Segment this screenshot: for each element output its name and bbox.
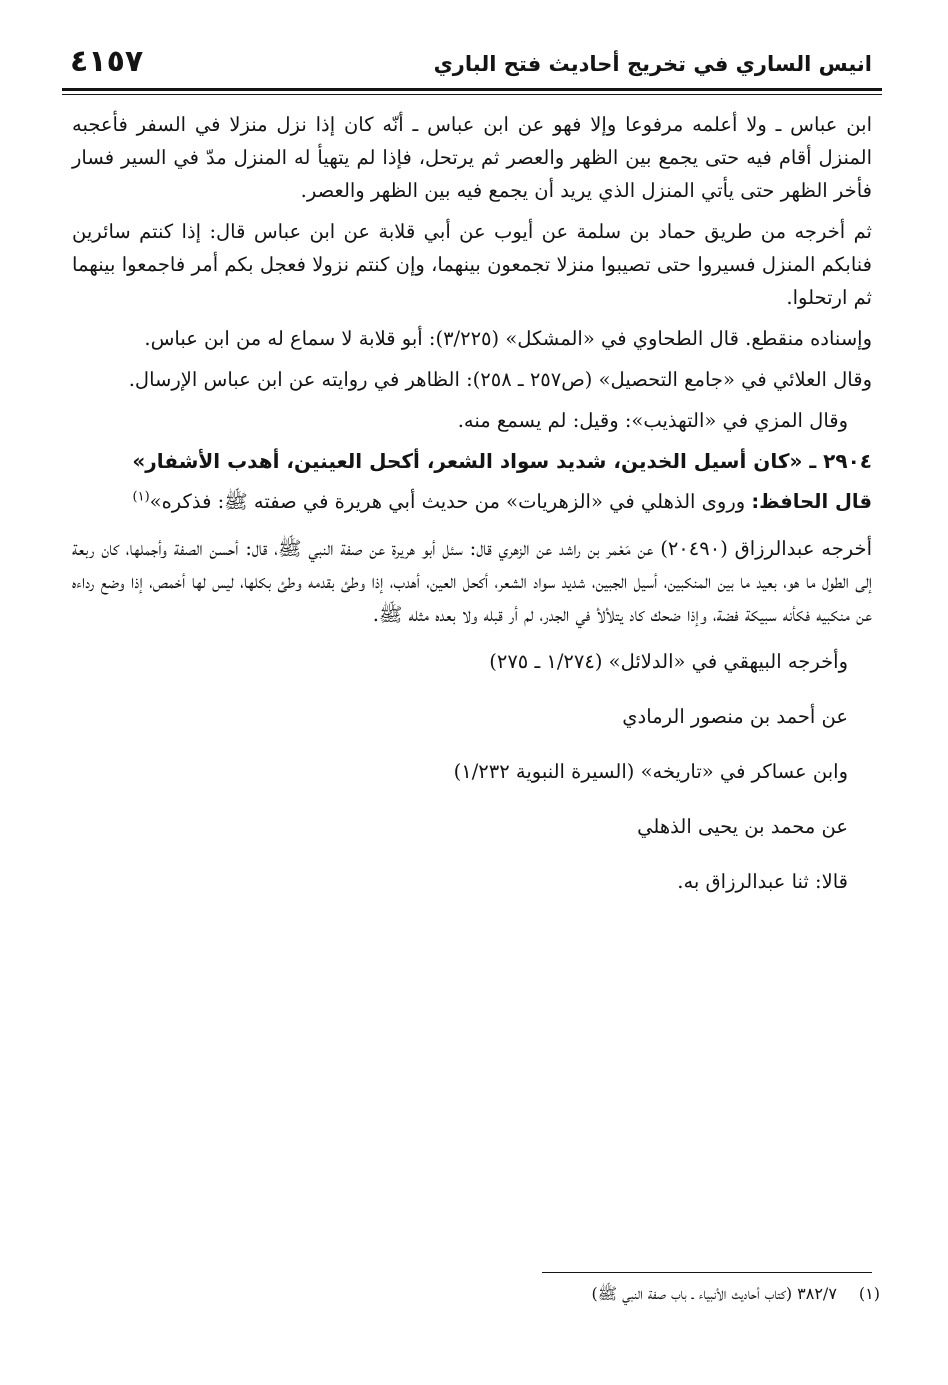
chain-line-1: وأخرجه البيهقي في «الدلائل» (١/٢٧٤ ـ ٢٧٥): [489, 650, 848, 673]
paragraph-3: وإسناده منقطع. قال الطحاوي في «المشكل» (٣/٢٢٥): أبو قلابة لا سماع له من ابن عباس.: [144, 327, 872, 350]
running-header-title: انيس الساري في تخريج أحاديث فتح الباري: [433, 52, 872, 76]
paragraph-2: ثم أخرجه من طريق حماد بن سلمة عن أيوب عن أبي قلابة عن ابن عباس قال: إذا كنتم سائرين فنابكم المنزل فسيروا حتى تصيبوا منزلا تجمعون بينهما، وإن كنتم نزولا فعجل بكم أمر فاجمعوا بينهما ثم ارتحلوا.: [72, 220, 872, 309]
footnote-number: (١): [858, 1284, 880, 1303]
hadith-heading: ٢٩٠٤ ـ «كان أسيل الخدين، شديد سواد الشعر، أكحل العينين، أهدب الأشفار»: [132, 449, 872, 473]
paragraph-4: وقال العلائي في «جامع التحصيل» (ص٢٥٧ ـ ٢٥٨): الظاهر في روايته عن ابن عباس الإرسال.: [128, 368, 872, 391]
page-number: ٤١٥٧: [70, 44, 144, 79]
header-rule-thin: [62, 94, 882, 95]
hafiz-lead: قال الحافظ:: [751, 490, 872, 513]
chain-line-5: قالا: ثنا عبدالرزاق به.: [677, 870, 848, 893]
takhrij-paragraph: أخرجه عبدالرزاق (٢٠٤٩٠) عن مَعْمر بن راشد عن الزهري قال: سئل أبو هريرة عن صفة النبي ﷺ، قال: أحسن الصفة وأجملها، كان ربعة إلى الطول ما هو، بعيد ما بين المنكبين، أسيل الجبين، شديد سواد الشعر، أكحل العين، أهدب، إذا وطئ بقدمه وطئ بكلها، ليس لها أخمص، إذا وضع رداءه عن منكبيه فكأنه سبيكة فضة، وإذا ضحك كاد يتلألأ في الجدر، لم أر قبله ولا بعده مثله ﷺ.: [72, 537, 872, 626]
hafiz-text: وروى الذهلي في «الزهريات» من حديث أبي هريرة في صفته ﷺ: فذكره»: [149, 490, 746, 513]
chain-line-4: عن محمد بن يحيى الذهلي: [637, 815, 848, 838]
paragraph-1: ابن عباس ـ ولا أعلمه مرفوعا وإلا فهو عن ابن عباس ـ أنّه كان إذا نزل منزلا في السفر فأعجبه المنزل أقام فيه حتى يجمع بين الظهر والعصر ثم يرتحل، فإذا لم يتهيأ له المنزل مدّ في السير فسار فأخر الظهر حتى يأتي المنزل الذي يريد أن يجمع فيه بين الظهر والعصر.: [72, 113, 872, 202]
footnote-separator: [542, 1272, 872, 1273]
page-body: [72, 108, 872, 920]
footnote-text: ٣٨٢/٧ (كتاب أحاديث الأنبياء ـ باب صفة النبي ﷺ): [591, 1284, 837, 1303]
footnote: [592, 1284, 881, 1307]
header-rule: [62, 88, 882, 91]
chain-line-2: عن أحمد بن منصور الرمادي: [622, 705, 848, 728]
chain-line-3: وابن عساكر في «تاريخه» (السيرة النبوية ١/٢٣٢): [453, 760, 848, 783]
hafiz-paragraph: [72, 485, 872, 518]
footnote-mark[interactable]: (١): [132, 489, 150, 505]
paragraph-5: وقال المزي في «التهذيب»: وقيل: لم يسمع منه.: [457, 409, 848, 432]
